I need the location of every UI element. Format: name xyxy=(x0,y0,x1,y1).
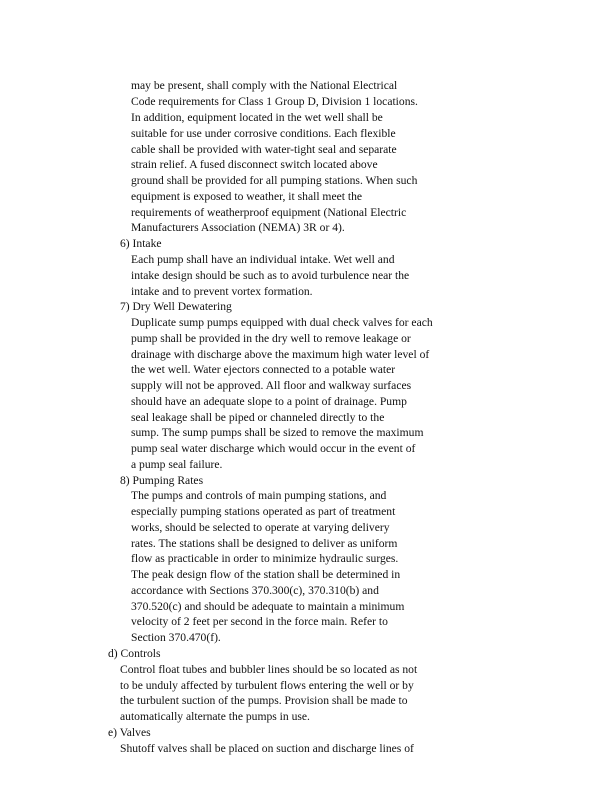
text-line: sump. The sump pumps shall be sized to remove the maximum xyxy=(131,426,424,439)
text-line: should have an adequate slope to a point of drainage. Pump xyxy=(131,395,407,408)
text-line: Shutoff valves shall be placed on suction and discharge lines of xyxy=(120,742,414,755)
text-line: seal leakage shall be piped or channeled directly to the xyxy=(131,411,385,424)
text-line: a pump seal failure. xyxy=(131,458,223,471)
text-line: Manufacturers Association (NEMA) 3R or 4). xyxy=(131,221,345,234)
text-line: works, should be selected to operate at varying delivery xyxy=(131,521,390,534)
text-line: Control float tubes and bubbler lines should be so located as not xyxy=(120,663,418,676)
text-line: 370.520(c) and should be adequate to maintain a minimum xyxy=(131,600,405,613)
text-line: Section 370.470(f). xyxy=(131,631,221,644)
text-line: pump shall be provided in the dry well to remove leakage or xyxy=(131,332,411,345)
section-heading: 6) Intake xyxy=(120,237,162,250)
text-line: intake and to prevent vortex formation. xyxy=(131,285,313,298)
section-heading: e) Valves xyxy=(108,726,151,739)
text-line: the wet well. Water ejectors connected to a potable water xyxy=(131,363,396,376)
text-line: supply will not be approved. All floor and walkway surfaces xyxy=(131,379,412,392)
text-line: drainage with discharge above the maximum high water level of xyxy=(131,348,430,361)
text-line: to be unduly affected by turbulent flows entering the well or by xyxy=(120,679,414,692)
text-line: Duplicate sump pumps equipped with dual check valves for each xyxy=(131,316,433,329)
text-line: In addition, equipment located in the wet well shall be xyxy=(131,111,383,124)
text-line: suitable for use under corrosive conditions. Each flexible xyxy=(131,127,396,140)
text-line: automatically alternate the pumps in use. xyxy=(120,710,310,723)
text-line: rates. The stations shall be designed to deliver as uniform xyxy=(131,537,398,550)
text-line: may be present, shall comply with the National Electrical xyxy=(131,79,398,92)
text-line: Code requirements for Class 1 Group D, Division 1 locations. xyxy=(131,95,418,108)
text-line: especially pumping stations operated as part of treatment xyxy=(131,505,396,518)
section-heading: d) Controls xyxy=(108,647,161,660)
text-line: The peak design flow of the station shall be determined in xyxy=(131,568,401,581)
text-line: equipment is exposed to weather, it shall meet the xyxy=(131,190,363,203)
text-line: ground shall be provided for all pumping stations. When such xyxy=(131,174,418,187)
text-line: cable shall be provided with water-tight seal and separate xyxy=(131,143,397,156)
text-line: Each pump shall have an individual intake. Wet well and xyxy=(131,253,395,266)
section-heading: 7) Dry Well Dewatering xyxy=(120,300,232,313)
text-line: velocity of 2 feet per second in the force main. Refer to xyxy=(131,615,388,628)
text-line: intake design should be such as to avoid turbulence near the xyxy=(131,269,410,282)
text-line: The pumps and controls of main pumping stations, and xyxy=(131,489,387,502)
text-line: the turbulent suction of the pumps. Provision shall be made to xyxy=(120,694,408,707)
text-line: strain relief. A fused disconnect switch located above xyxy=(131,158,378,171)
text-line: requirements of weatherproof equipment (National Electric xyxy=(131,206,407,219)
text-line: flow as practicable in order to minimize hydraulic surges. xyxy=(131,552,399,565)
section-heading: 8) Pumping Rates xyxy=(120,474,204,487)
text-line: pump seal water discharge which would occur in the event of xyxy=(131,442,416,455)
text-line: accordance with Sections 370.300(c), 370.310(b) and xyxy=(131,584,379,597)
